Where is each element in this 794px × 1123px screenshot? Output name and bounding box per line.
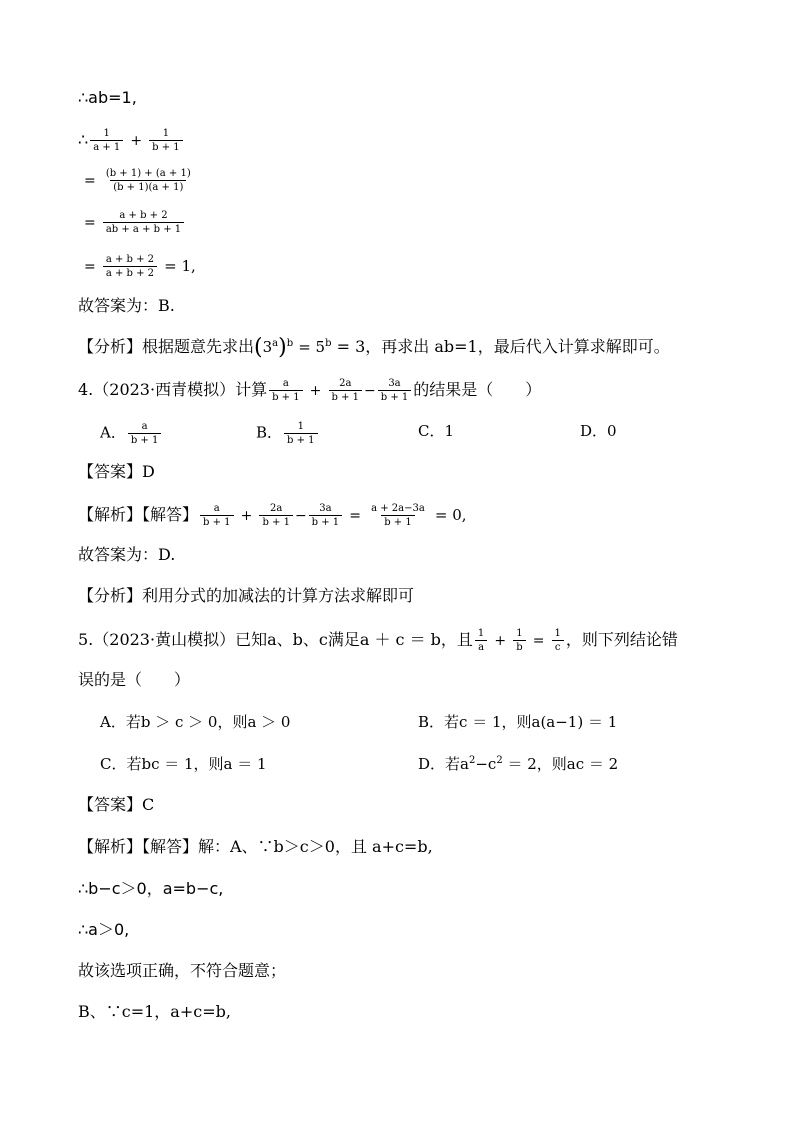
text: 故答案为：B. [78,296,175,315]
q5-solution-2: ∴b−c＞0，a=b−c, [78,879,224,898]
line-step-3 [78,210,186,235]
analysis-prefix: 【分析】根据题意先求出 [78,337,255,356]
result-text: = 1, [164,257,196,275]
fraction: $\frac{3a}{b + 1}$ [378,378,412,403]
q5-option-d: D．若$a^2-c^2 = 2$，则ac ＝ 2 [418,755,619,773]
fraction: $\frac{a + b + 2}{ab + a + b + 1}$ [103,210,184,235]
fraction: $\frac{a + b + 2}{a + b + 2}$ [103,254,157,279]
q5-option-a: A．若b ＞ c ＞ 0，则a ＞ 0 [100,713,291,731]
question-5-stem-line2: 误的是（ ） [78,670,191,689]
question-4-stem: 4.（2023·西青模拟）计算 $\frac{a}{b + 1}$ + $\frac{2a}{b + 1}$ − $\frac{3a}{b + 1}$ 的结果是（ ） [78,378,542,403]
fraction: $\frac{2a}{b + 1}$ [329,378,363,403]
q4-option-b: B． $\frac{1}{b + 1}$ [256,421,320,446]
line-sum-fractions [78,128,185,153]
q5-option-c: C．若bc ＝ 1，则a ＝ 1 [100,755,267,773]
q5-solution-5: B、∵c=1，a+c=b, [78,1002,231,1021]
text: ∴ab=1, [78,88,137,107]
analysis-line: 【分析】根据题意先求出$(3^a)^b = 5^b = 3$，再求出 ab=1，最后代入计算求解即可。 [78,335,670,360]
analysis-rest: = 3，再求出 ab=1，最后代入计算求解即可。 [336,337,670,356]
plus-sign: + [130,133,143,149]
q4-solution: 【解析】【解答】 $\frac{a}{b + 1}$ + $\frac{2a}{b + 1}$ − $\frac{3a}{b + 1}$ = $\frac{a + 2a-3a}{b + 1}$ = 0, [78,503,467,528]
q4-final: 故答案为：D. [78,545,176,564]
fraction: $\frac{(b + 1) + (a + 1)}{(b + 1)(a + 1)}$ [105,168,191,193]
stem-suffix: 的结果是（ ） [413,380,542,399]
equals-sign: = [84,259,96,275]
q4-answer: 【答案】D [78,462,155,481]
line-step-4 [78,254,196,279]
q4-option-c: C．1 [418,422,455,440]
q5-solution-4: 故该选项正确，不符合题意； [78,961,287,980]
therefore-symbol: ∴ [78,130,89,149]
q5-option-b: B．若c ＝ 1，则a(a−1) ＝ 1 [418,713,618,731]
stem-prefix: 4.（2023·西青模拟）计算 [78,380,268,399]
q4-analysis: 【分析】利用分式的加减法的计算方法求解即可 [78,586,415,605]
fraction: $\frac{a}{b + 1}$ [269,378,303,403]
q4-option-d: D．0 [580,422,617,440]
equals-sign: = [84,215,96,231]
fraction: $\frac{1}{a + 1}$ [90,128,123,153]
line-ab-equals-1 [78,88,137,108]
fraction: $\frac{1}{b + 1}$ [149,128,183,153]
answer-line [78,296,175,316]
line-step-2 [78,168,196,193]
q5-solution-1: 【解析】【解答】解：A、∵b＞c＞0，且 a+c=b, [78,837,433,856]
q4-option-a: A． $\frac{a}{b + 1}$ [100,421,163,446]
q5-solution-3: ∴a＞0, [78,920,130,939]
q5-answer: 【答案】C [78,795,155,814]
question-5-stem: 5.（2023·黄山模拟）已知a、b、c满足a ＋ c ＝ b，且 $\frac{1}{a}$ + $\frac{1}{b}$ = $\frac{1}{c}$ ，则下列结论错 [78,628,678,653]
equals-sign: = [84,173,96,189]
